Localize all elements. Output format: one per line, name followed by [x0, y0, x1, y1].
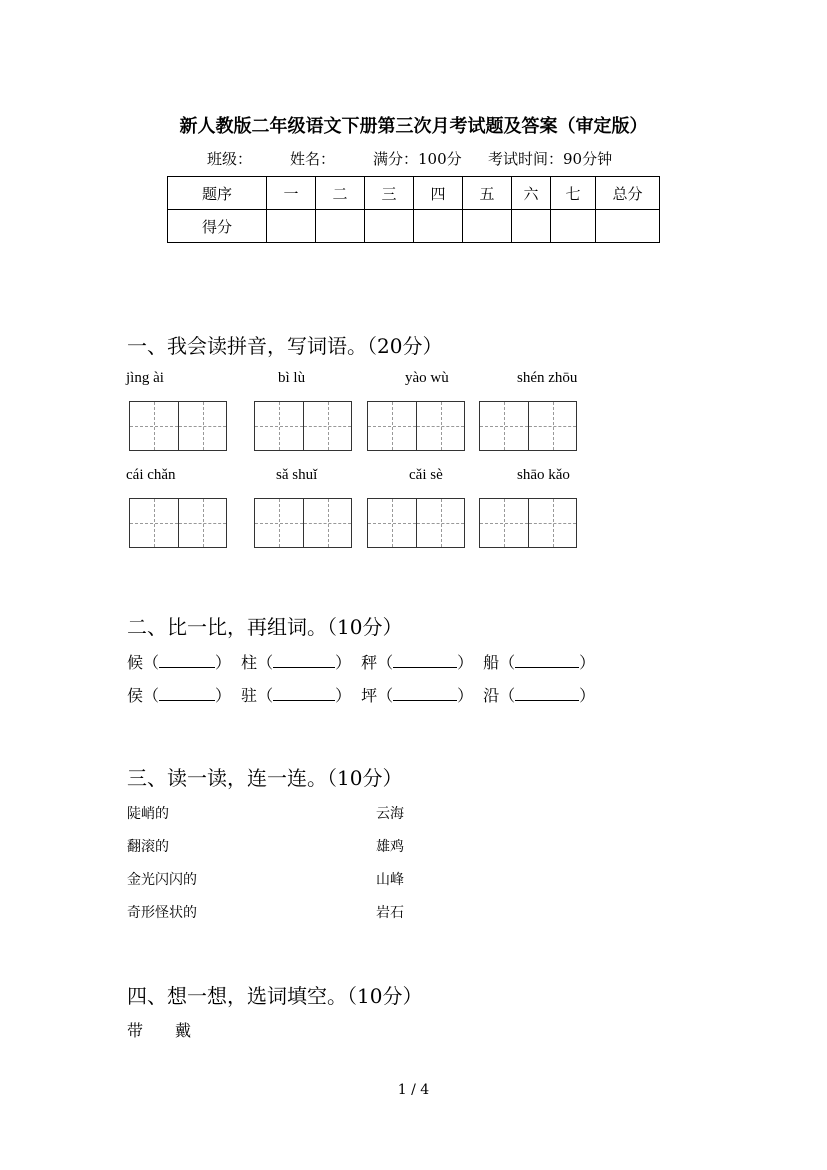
score-header-cell: 七: [551, 177, 596, 210]
page-number: 1 / 4: [397, 1082, 430, 1098]
writing-grid[interactable]: [479, 401, 577, 451]
answer-blank[interactable]: [273, 686, 335, 701]
score-input-cell[interactable]: [512, 210, 551, 243]
compare-row: 候 （ ） 柱 （ ） 秤 （ ） 船 （ ）: [127, 650, 605, 673]
match-left-item[interactable]: 陡峭的: [127, 806, 169, 822]
score-table-score-row: [168, 210, 660, 243]
section3-heading: 三、读一读，连一连。（10分）: [127, 766, 403, 790]
score-input-cell[interactable]: [414, 210, 463, 243]
writing-grid[interactable]: [254, 401, 352, 451]
pinyin-label: bì lù: [278, 370, 306, 386]
writing-grid[interactable]: [479, 498, 577, 548]
match-left-item[interactable]: 金光闪闪的: [127, 872, 197, 888]
pinyin-label: cǎi sè: [409, 467, 443, 483]
answer-blank[interactable]: [393, 653, 457, 668]
compare-char: 秤: [361, 653, 378, 672]
score-header-cell: 二: [316, 177, 365, 210]
section1-heading: 一、我会读拼音，写词语。（20分）: [127, 334, 443, 358]
score-input-cell[interactable]: [267, 210, 316, 243]
score-input-cell[interactable]: [551, 210, 596, 243]
match-left-item[interactable]: 翻滚的: [127, 839, 169, 855]
compare-char: 沿: [483, 686, 500, 705]
compare-char: 船: [483, 653, 500, 672]
match-right-item[interactable]: 山峰: [376, 872, 404, 888]
compare-char: 驻: [241, 686, 258, 705]
score-header-cell: 四: [414, 177, 463, 210]
match-left-item[interactable]: 奇形怪状的: [127, 905, 197, 921]
writing-grid[interactable]: [129, 498, 227, 548]
score-header-cell: 三: [365, 177, 414, 210]
score-header-cell: 五: [463, 177, 512, 210]
pinyin-label: cái chǎn: [126, 467, 176, 483]
score-table: [167, 176, 660, 243]
compare-char: 候: [127, 653, 144, 672]
score-header-cell: 六: [512, 177, 551, 210]
pinyin-label: jìng ài: [126, 370, 164, 386]
pinyin-label: sǎ shuǐ: [276, 467, 318, 483]
answer-blank[interactable]: [273, 653, 335, 668]
pinyin-label: shāo kǎo: [517, 467, 570, 483]
compare-char: 柱: [241, 653, 258, 672]
writing-grid[interactable]: [254, 498, 352, 548]
compare-char: 侯: [127, 686, 144, 705]
exam-time: 考试时间：90分钟: [488, 150, 613, 168]
score-header-cell: 题序: [168, 177, 267, 210]
writing-grid[interactable]: [367, 498, 465, 548]
answer-blank[interactable]: [393, 686, 457, 701]
writing-grid[interactable]: [367, 401, 465, 451]
score-header-cell: 一: [267, 177, 316, 210]
score-input-cell[interactable]: [365, 210, 414, 243]
writing-grid[interactable]: [129, 401, 227, 451]
class-label: 班级：: [207, 150, 253, 168]
compare-row: 侯 （ ） 驻 （ ） 坪 （ ） 沿 （ ）: [127, 683, 605, 706]
answer-blank[interactable]: [159, 653, 215, 668]
name-label: 姓名：: [290, 150, 336, 168]
answer-blank[interactable]: [515, 686, 579, 701]
compare-char: 坪: [361, 686, 378, 705]
word-choices: 带 戴: [127, 1021, 192, 1040]
pinyin-label: yào wù: [405, 370, 449, 386]
full-score: 满分：100分: [373, 150, 462, 168]
answer-blank[interactable]: [515, 653, 579, 668]
score-table-header-row: [168, 177, 660, 210]
score-header-cell: 总分: [596, 177, 660, 210]
score-input-cell[interactable]: [596, 210, 660, 243]
document-title: 新人教版二年级语文下册第三次月考试题及答案（审定版）: [179, 116, 648, 137]
score-row-label: 得分: [168, 210, 267, 243]
answer-blank[interactable]: [159, 686, 215, 701]
match-right-item[interactable]: 云海: [376, 806, 404, 822]
match-right-item[interactable]: 岩石: [376, 905, 404, 921]
score-input-cell[interactable]: [316, 210, 365, 243]
pinyin-label: shén zhōu: [517, 370, 578, 386]
section2-heading: 二、比一比，再组词。（10分）: [127, 615, 403, 639]
score-input-cell[interactable]: [463, 210, 512, 243]
match-right-item[interactable]: 雄鸡: [376, 839, 404, 855]
section4-heading: 四、想一想，选词填空。（10分）: [127, 984, 423, 1008]
